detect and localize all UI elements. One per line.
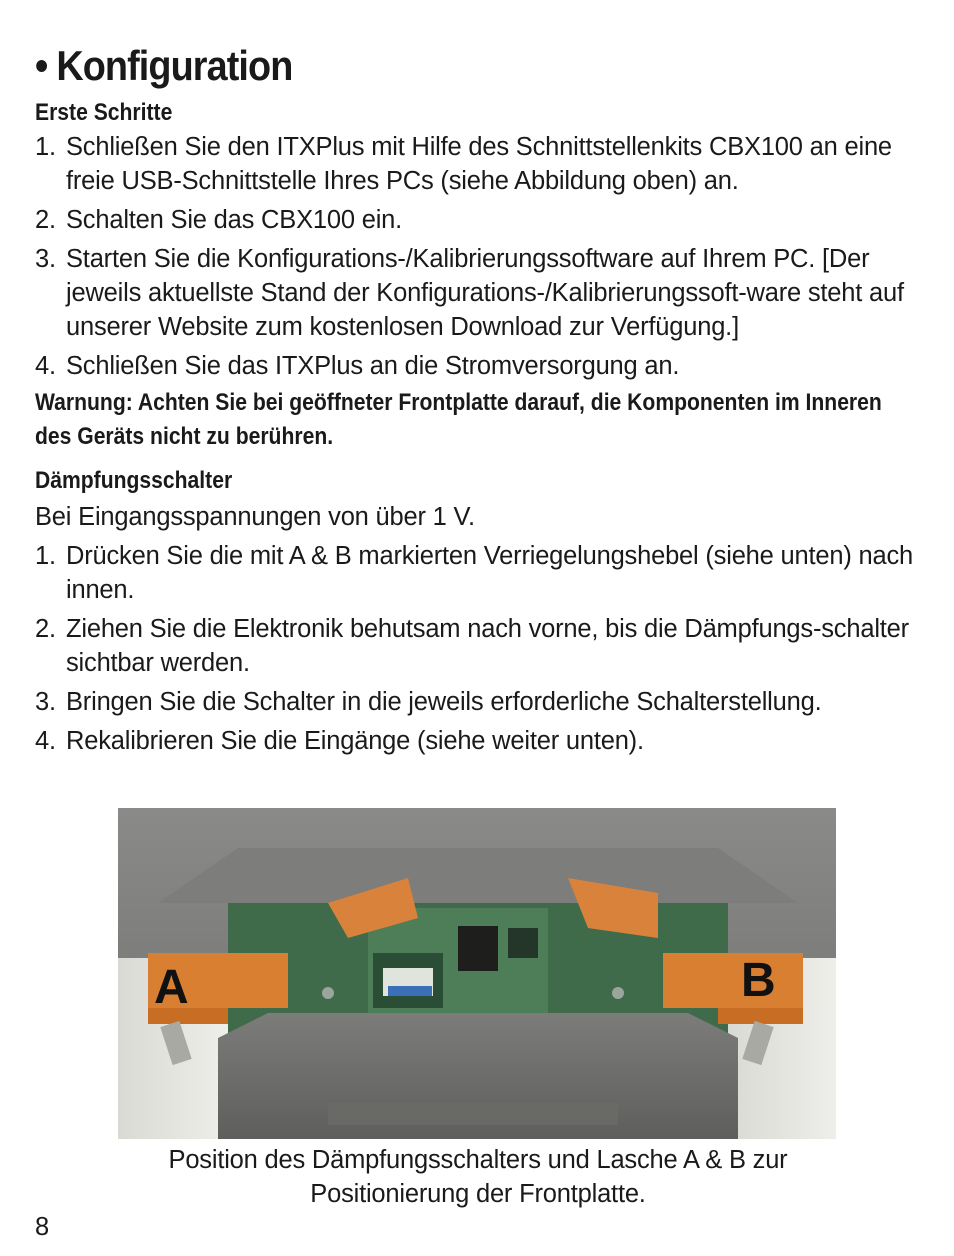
section-intro: Bei Eingangsspannungen von über 1 V. — [35, 503, 475, 531]
list-item-number: 2. — [35, 206, 56, 234]
title-bullet: • — [35, 42, 48, 89]
list-item-number: 4. — [35, 727, 56, 755]
list-item-number: 3. — [35, 688, 56, 716]
label-b: B — [741, 954, 776, 1007]
section-heading-erste-schritte: Erste Schritte — [35, 99, 173, 126]
list-item-text: Schließen Sie den ITXPlus mit Hilfe des Schnittstellenkits CBX100 an eine freie USB-Schnittstelle Ihres PCs (siehe Abbildung oben) an. — [66, 133, 892, 195]
figure-caption — [100, 1143, 856, 1211]
label-a: A — [154, 961, 189, 1014]
list-item — [35, 685, 920, 719]
page-content — [35, 40, 920, 763]
list-item-number: 4. — [35, 352, 56, 380]
list-item — [35, 724, 920, 758]
steps-list-1 — [35, 130, 920, 383]
list-item — [35, 349, 920, 383]
caption-line-2: Positionierung der Frontplatte. — [310, 1180, 646, 1208]
list-item-text: Schließen Sie das ITXPlus an die Stromversorgung an. — [66, 352, 680, 380]
warning-text: Warnung: Achten Sie bei geöffneter Frontplatte darauf, die Komponenten im Inneren des Geräts nicht zu berühren. — [35, 389, 882, 450]
list-item-text: Bringen Sie die Schalter in die jeweils erforderliche Schalterstellung. — [66, 688, 822, 716]
page-title — [35, 40, 832, 92]
list-item-number: 1. — [35, 542, 56, 570]
section-heading-daempfungsschalter: Dämpfungsschalter — [35, 467, 233, 494]
caption-line-1: Position des Dämpfungsschalters und Lasche A & B zur — [168, 1146, 788, 1174]
list-item-number: 2. — [35, 615, 56, 643]
list-item-text: Rekalibrieren Sie die Eingänge (siehe weiter unten). — [66, 727, 644, 755]
list-item-text: Schalten Sie das CBX100 ein. — [66, 206, 403, 234]
list-item — [35, 130, 920, 198]
steps-list-2 — [35, 539, 920, 758]
list-item — [35, 203, 920, 237]
list-item-number: 3. — [35, 245, 56, 273]
list-item-text: Ziehen Sie die Elektronik behutsam nach vorne, bis die Dämpfungs-schalter sichtbar werden. — [66, 615, 909, 677]
list-item — [35, 242, 920, 344]
list-item-number: 1. — [35, 133, 56, 161]
title-text: Konfiguration — [56, 42, 293, 89]
page-number: 8 — [35, 1213, 50, 1241]
device-photo — [118, 808, 836, 1139]
list-item-text: Drücken Sie die mit A & B markierten Verriegelungshebel (siehe unten) nach innen. — [66, 542, 914, 604]
list-item — [35, 612, 920, 680]
list-item-text: Starten Sie die Konfigurations-/Kalibrierungssoftware auf Ihrem PC. [Der jeweils aktuellste Stand der Konfigurations-/Kalibrierungssoft-ware steht auf unserer Website zum kostenlosen Download zur Verfügung.] — [66, 245, 904, 341]
list-item — [35, 539, 920, 607]
